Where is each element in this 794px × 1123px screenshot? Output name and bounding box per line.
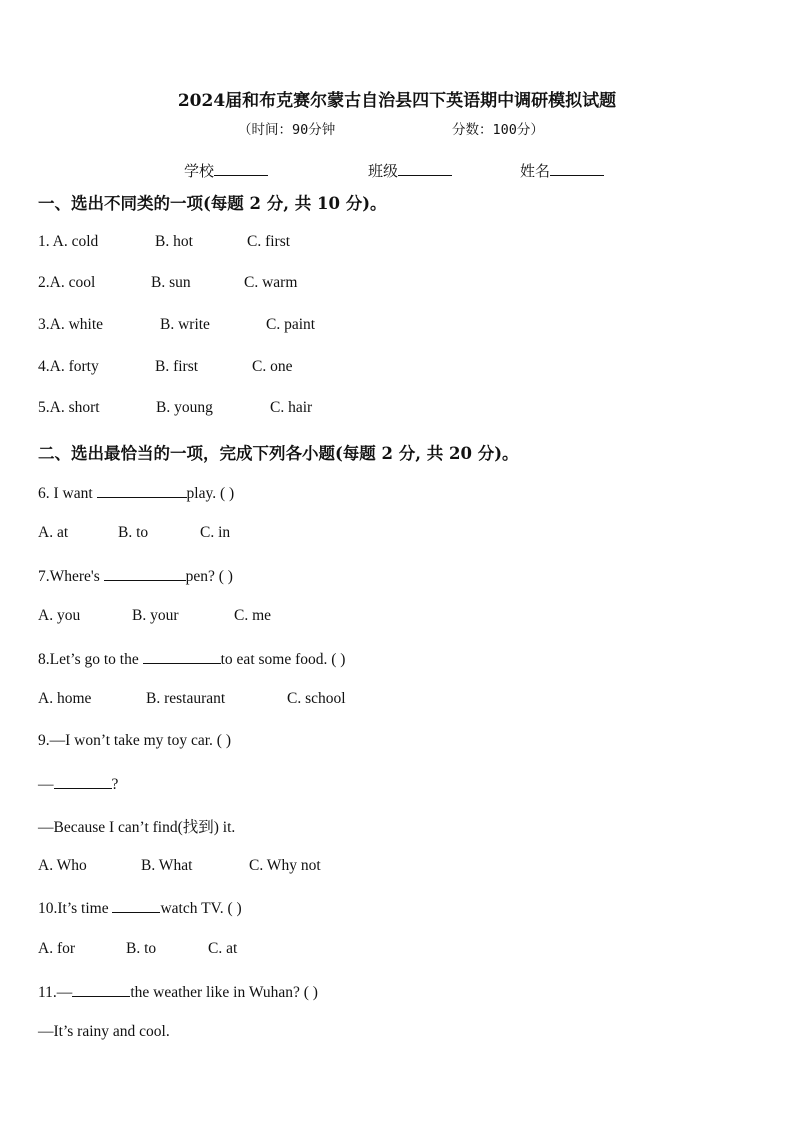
question-1: 1. A. cold B. hot C. first [38,233,291,250]
answer-blank [112,898,160,913]
page-title: 2024届和布克赛尔蒙古自治县四下英语期中调研模拟试题 [177,91,617,111]
name-blank [550,161,604,176]
class-label: 班级 [368,162,399,180]
question-9-options: A. Who B. What C. Why not [38,857,321,874]
answer-blank [143,649,221,664]
question-10: 10.It’s time watch TV. ( ) [38,900,242,917]
section2-heading: 二、选出最恰当的一项，完成下列各小题(每题 2 分, 共 20 分)。 [38,444,519,463]
question-9-line3: —Because I can’t find(找到) it. [38,819,236,836]
class-field [368,160,452,181]
question-4: 4.A. forty B. first C. one [38,358,293,375]
school-blank [214,161,268,176]
question-5: 5.A. short B. young C. hair [38,399,313,416]
answer-blank [54,774,112,789]
answer-blank [97,483,187,498]
school-label: 学校 [184,162,215,180]
question-7: 7.Where's pen? ( ) [38,568,233,585]
question-3: 3.A. white B. write C. paint [38,316,316,333]
question-11: 11.— the weather like in Wuhan? ( ) [38,984,318,1001]
name-field [520,160,604,181]
question-8-options: A. home B. restaurant C. school [38,690,346,707]
question-9-line2: — ? [38,776,119,793]
question-6: 6. I want play. ( ) [38,485,235,502]
name-label: 姓名 [520,162,551,180]
school-field [184,160,268,181]
question-9: 9.—I won’t take my toy car. ( ) [38,732,231,749]
answer-blank [104,566,186,581]
question-8: 8.Let’s go to the to eat some food. ( ) [38,651,346,668]
question-10-options: A. for B. to C. at [38,940,238,957]
section1-heading: 一、选出不同类的一项(每题 2 分, 共 10 分)。 [38,194,387,213]
question-11-line2: —It’s rainy and cool. [38,1023,170,1040]
answer-blank [72,982,130,997]
question-2: 2.A. cool B. sun C. warm [38,274,298,291]
question-6-options: A. at B. to C. in [38,524,231,541]
exam-score: 分数：100分） [452,122,544,138]
question-7-options: A. you B. your C. me [38,607,272,624]
class-blank [398,161,452,176]
exam-time: （时间：90分钟 [238,122,336,138]
